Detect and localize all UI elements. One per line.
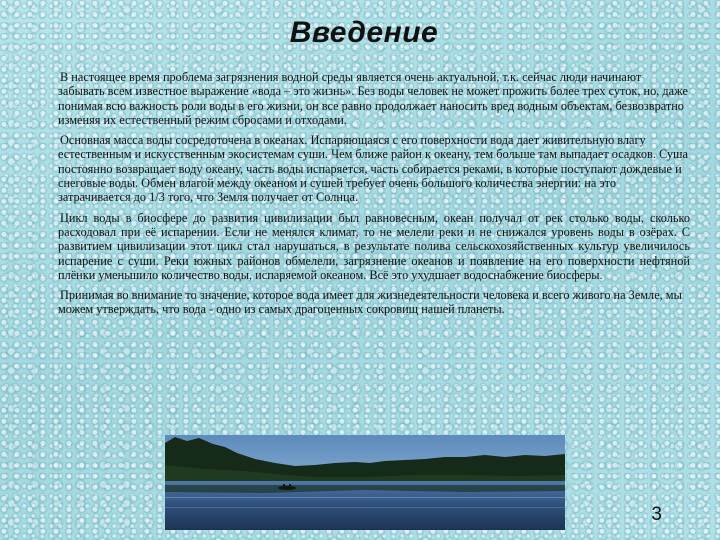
paragraph-4: Принимая во внимание то значение, которое вода имеет для жизнедеятельности человека и всего живого на Земле, мы можем утверждать, что вода - одно из самых драгоценных сокровищ нашей планеты.: [58, 288, 682, 317]
paragraph-2: Основная масса воды сосредоточена в океанах. Испаряющаяся с его поверхности вода дает живительную влагу естественным и искусственным экосистемам суши. Чем ближе район к океану, тем больше там выпадает осадков. Суша постоянно возвращает воду океану, часть воды испаряется, часть собирается реками, в которые поступают дождевые и снеговые воды. Обмен влагой между океаном и сушей требует очень большого количества энергии: на это затрачивается до 1/3 того, что Земля получает от Солнца.: [58, 133, 688, 205]
slide-title: Введение: [289, 16, 439, 49]
paragraph-3: Цикл воды в биосфере до развития цивилизации был равновесным, океан получал от рек столько воды, сколько расходовал при её испарении. Если не менялся климат, то не мелели реки и не снижался уровень воды в озёрах. С развитием цивилизации этот цикл стал нарушаться, в результате полива сельскохозяйственных культур увеличилось испарение с суши. Реки южных районов обмелели, загрязнение океанов и появление на его поверхности нефтяной плёнки уменьшило количество воды, испаряемой океаном. Всё это ухудшает водоснабжение биосферы.: [58, 210, 690, 282]
lake-photo: [165, 435, 565, 530]
page-number: 3: [651, 504, 662, 525]
paragraph-1: В настоящее время проблема загрязнения водной среды является очень актуальной, т.к. сейчас люди начинают забывать всем известное выражение «вода – это жизнь». Без воды человек не может прожить более трех суток, но, даже понимая всю важность роли воды в его жизни, он все равно продолжает наносить вред водным объектам, безвозвратно изменяя их естественный режим сбросами и отходами.: [58, 70, 688, 127]
slide-body: [58, 70, 690, 323]
